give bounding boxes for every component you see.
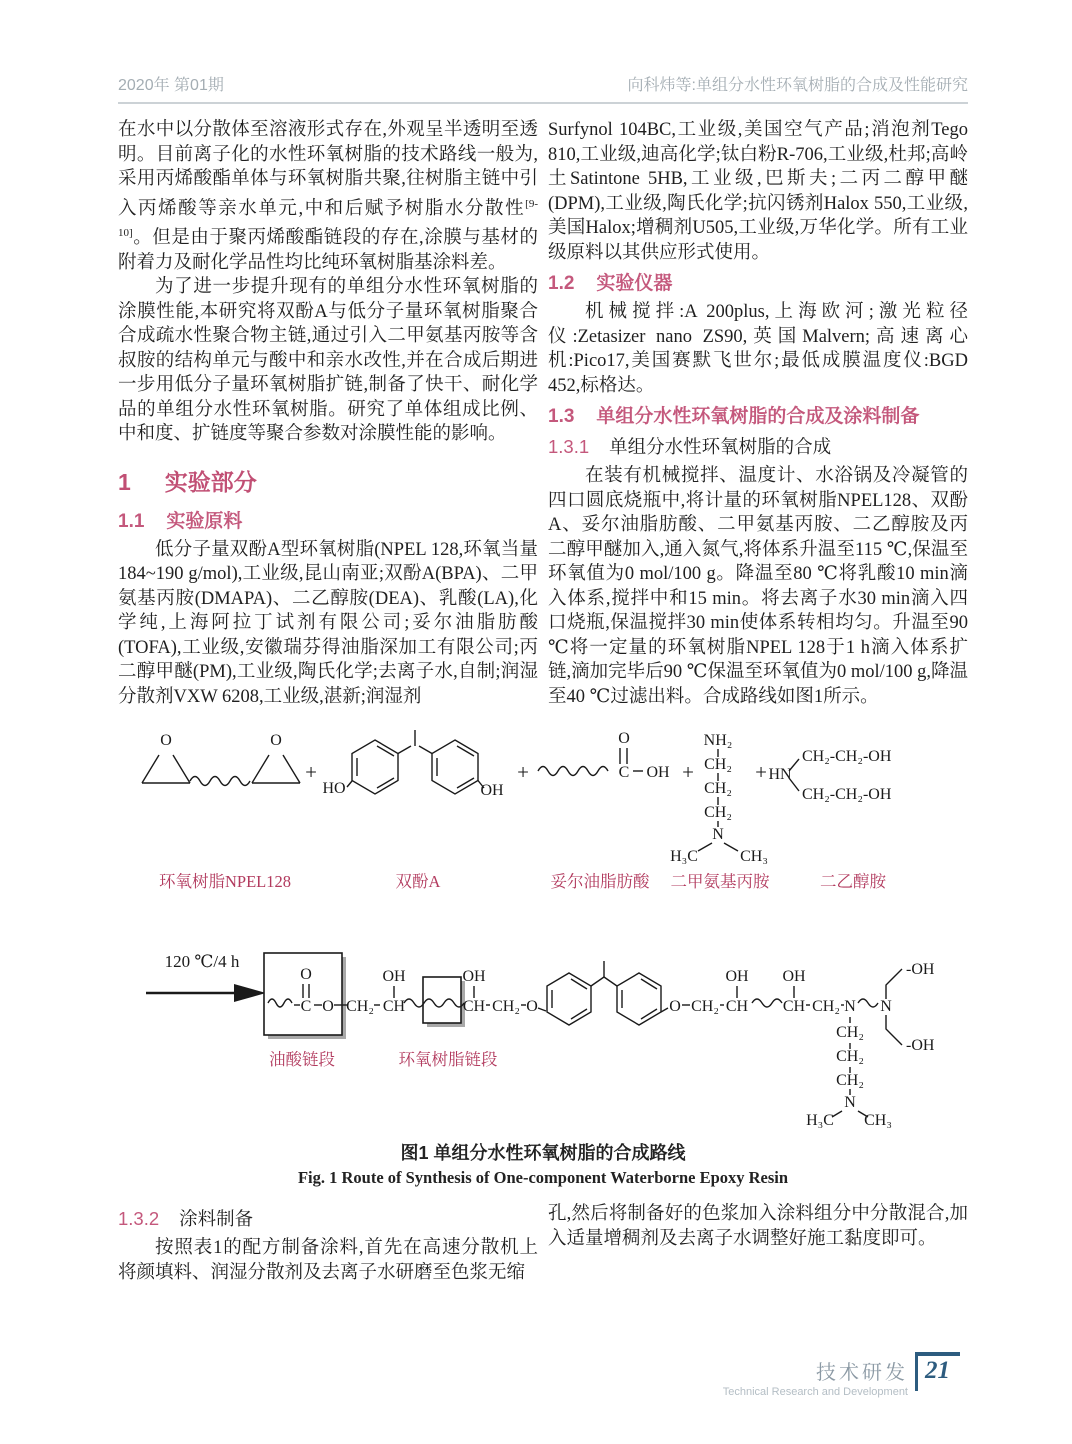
page-number: 21 xyxy=(925,1357,950,1384)
polymer-squiggle xyxy=(190,777,250,786)
atom-ch2: CH₂ xyxy=(812,998,840,1016)
atom-h3c: H₃C xyxy=(670,848,698,866)
section-1-1-heading xyxy=(118,506,538,533)
footer-label-zh: 技术研发 xyxy=(816,1362,908,1384)
atom-n: N xyxy=(844,1094,856,1112)
atom-ch: CH xyxy=(382,998,406,1016)
bond xyxy=(789,778,799,791)
ethanol-arm: CH₂-CH₂-OH xyxy=(802,748,892,766)
double-bond xyxy=(457,778,474,788)
atom-o: O xyxy=(300,966,312,984)
section-number: 1.3 xyxy=(548,406,575,427)
bond xyxy=(142,755,159,783)
citation-marker: [9-10] xyxy=(118,197,538,240)
atom-oh: OH xyxy=(480,782,504,800)
figure-caption-en: Fig. 1 Route of Synthesis of One-component Waterborne Epoxy Resin xyxy=(297,1168,789,1188)
double-bond xyxy=(377,746,394,756)
atom-o: O xyxy=(526,998,538,1016)
section-number: 1.3.2 xyxy=(118,1208,160,1230)
section-number: 1.2 xyxy=(548,273,575,294)
reaction-arrow-head xyxy=(234,984,266,1002)
label-dea: 二乙醇胺 xyxy=(820,872,886,892)
label-tofa: 妥尔油脂肪酸 xyxy=(550,872,650,892)
atom-n: N xyxy=(712,826,724,844)
bond xyxy=(661,1008,668,1012)
atom-ch: CH xyxy=(782,998,806,1016)
benzene-ring xyxy=(547,973,591,1025)
materials-paragraph-continued: Surfynol 104BC,工业级,美国空气产品;消泡剂Tego 810,工业级,迪高化学;钛白粉R-706,工业级,杜邦;高岭土Satintone 5HB,工业级,巴斯夫;二丙二醇甲醚(DPM),工业级,陶氏化学;抗闪锈剂Halox 550,工业级,美国Halox;增稠剂U505,工业级,万华化学。所有工业级原料以其供应形式使用。 xyxy=(548,120,968,263)
bond xyxy=(886,969,902,999)
atom-oh: OH xyxy=(725,968,749,986)
intro-paragraph-1 xyxy=(118,118,538,275)
bond xyxy=(252,755,269,783)
benzene-ring xyxy=(617,973,661,1025)
section-title: 实验原料 xyxy=(166,510,243,532)
atom-ho: HO xyxy=(322,780,346,798)
section-title: 涂料制备 xyxy=(179,1210,254,1231)
atom-ch: CH xyxy=(462,998,486,1016)
atom-n: N xyxy=(844,998,856,1016)
atom-ch3: CH₃ xyxy=(740,848,768,866)
section-title: 实验部分 xyxy=(164,468,257,495)
atom-o: O xyxy=(270,732,282,750)
synthesis-route-diagram xyxy=(118,715,968,1135)
atom-c: C xyxy=(618,764,630,782)
atom-ch2: CH₂ xyxy=(691,998,719,1016)
section-1-3-1-heading xyxy=(548,433,968,459)
atom-ch2: CH₂ xyxy=(704,804,732,822)
coating-prep-paragraph: 按照表1的配方制备涂料,首先在高速分散机上将颜填料、润湿分散剂及去离子水研磨至色浆无缩 xyxy=(118,1238,538,1283)
ethanol-arm: CH₂-CH₂-OH xyxy=(802,786,892,804)
bond xyxy=(724,843,738,851)
right-column-bottom xyxy=(548,1202,968,1285)
atom-oh: OH xyxy=(646,764,670,782)
plus-sign: + xyxy=(517,760,529,785)
atom-h3c: H₃C xyxy=(806,1112,834,1130)
section-title: 实验仪器 xyxy=(596,273,673,294)
atom-oh: OH xyxy=(782,968,806,986)
double-bond xyxy=(457,746,474,756)
figure-1 xyxy=(118,715,968,1188)
intro-p1-text: 在水中以分散体至溶液形式存在,外观呈半透明至透明。目前离子化的水性环氧树脂的技术路线一般为,采用丙烯酸酯单体与环氧树脂共聚,往树脂主链中引入丙烯酸等亲水单元,中和后赋予树脂水分散性 xyxy=(118,120,538,219)
atom-o: O xyxy=(618,730,630,748)
bond xyxy=(789,759,799,771)
atom-ch2: CH₂ xyxy=(836,1024,864,1042)
bond xyxy=(604,977,617,986)
double-bond xyxy=(571,1009,587,1019)
coating-prep-paragraph-continued: 孔,然后将制备好的色浆加入涂料组分中分散混合,加入适量增稠剂及去离子水调整好施工黏度即可。 xyxy=(548,1204,968,1249)
section-1-3-2-heading xyxy=(118,1205,538,1231)
atom-ch2: CH₂ xyxy=(704,756,732,774)
section-title: 单组分水性环氧树脂的合成及涂料制备 xyxy=(596,406,920,427)
page-content xyxy=(118,118,968,1285)
atom-oh: -OH xyxy=(906,1037,935,1055)
left-column-bottom xyxy=(118,1202,538,1285)
atom-ch3: CH₃ xyxy=(864,1112,892,1130)
bond xyxy=(698,843,712,851)
atom-oh: OH xyxy=(462,968,486,986)
plus-sign: + xyxy=(682,760,694,785)
double-bond xyxy=(641,979,657,989)
page-footer xyxy=(723,1352,960,1398)
reaction-condition: 120 ℃/4 h xyxy=(164,952,240,972)
atom-c: C xyxy=(300,998,312,1016)
atom-ch2: CH₂ xyxy=(492,998,520,1016)
left-column xyxy=(118,118,538,709)
atom-nh2: NH₂ xyxy=(703,732,733,750)
header-issue: 2020年 第01期 xyxy=(118,77,224,94)
atom-ch: CH xyxy=(725,998,749,1016)
double-bond xyxy=(641,1009,657,1019)
atom-n: N xyxy=(880,998,892,1016)
atom-ch2: CH₂ xyxy=(836,1072,864,1090)
atom-o: O xyxy=(322,998,334,1016)
intro-paragraph-2: 为了进一步提升现有的单组分水性环氧树脂的涂膜性能,本研究将双酚A与低分子量环氧树脂聚合合成疏水性聚合物主链,通过引入二甲氨基丙胺等含叔胺的结构单元与酸中和亲水改性,并在合成后期进一步用低分子量环氧树脂扩链,制备了快干、耐化学品的单组分水性环氧树脂。研究了单体组成比例、中和度、扩链度等聚合参数对涂膜性能的影响。 xyxy=(118,277,538,445)
figure-caption-zh: 图1 单组分水性环氧树脂的合成路线 xyxy=(400,1143,686,1164)
benzene-ring xyxy=(352,740,398,794)
squiggle xyxy=(858,999,878,1007)
bond xyxy=(347,781,352,787)
double-bond xyxy=(377,778,394,788)
plus-sign: + xyxy=(305,760,317,785)
atom-hn: HN xyxy=(768,766,792,784)
benzene-ring xyxy=(432,740,478,794)
section-1-2-heading xyxy=(548,268,968,295)
section-1-3-heading xyxy=(548,401,968,428)
section-number: 1.3.1 xyxy=(548,436,590,457)
synthesis-paragraph: 在装有机械搅拌、温度计、水浴锅及冷凝管的四口圆底烧瓶中,将计量的环氧树脂NPEL128、双酚A、妥尔油脂肪酸、二甲氨基丙胺、二乙醇胺及丙二醇甲醚加入,通入氮气,将体系升温至115 ℃,保温至环氧值为0 mol/100 g。降温至80 ℃将乳酸10 min滴入体系,搅拌中和15 min。将去离子水30 min滴入四口烧瓶,保温搅拌30 min使体系转相均匀。升温至90 ℃将一定量的环氧树脂NPEL 128于1 h滴入体系扩链,滴加完毕后90 ℃保温至环氧值为0 mol/100 g,降温至40 ℃过滤出料。合成路线如图1所示。 xyxy=(548,466,968,707)
double-bond xyxy=(571,979,587,989)
bond xyxy=(398,746,411,754)
plus-sign: + xyxy=(755,760,767,785)
fatty-chain-squiggle xyxy=(538,767,608,776)
instruments-paragraph: 机械搅拌:A 200plus,上海欧河;激光粒径仪:Zetasizer nano ZS90,英国Malvern;高速离心机:Pico17,美国赛默飞世尔;最低成膜温度仪:BGD 452,标格达。 xyxy=(548,302,968,396)
bond xyxy=(591,977,604,986)
footer-label-en: Technical Research and Development xyxy=(722,1386,908,1398)
upper-columns xyxy=(118,118,968,709)
atom-oh: -OH xyxy=(906,961,935,979)
squiggle xyxy=(752,999,782,1007)
label-epoxy-resin: 环氧树脂NPEL128 xyxy=(159,872,291,892)
page-number-box xyxy=(915,1352,960,1391)
label-oleic-segment: 油酸链段 xyxy=(269,1050,335,1070)
label-bisphenol-a: 双酚A xyxy=(395,872,441,892)
section-title: 单组分水性环氧树脂的合成 xyxy=(609,438,832,458)
bond xyxy=(283,755,300,783)
bond xyxy=(538,1008,546,1011)
atom-o: O xyxy=(669,998,681,1016)
section-number: 1.1 xyxy=(118,510,145,532)
atom-ch2: CH₂ xyxy=(836,1048,864,1066)
bond xyxy=(886,1015,902,1045)
lower-columns xyxy=(118,1202,968,1285)
right-column xyxy=(548,118,968,709)
materials-paragraph: 低分子量双酚A型环氧树脂(NPEL 128,环氧当量184~190 g/mol),工业级,昆山南亚;双酚A(BPA)、二甲氨基丙胺(DMAPA)、二乙醇胺(DEA)、乳酸(LA),化学纯,上海阿拉丁试剂有限公司;妥尔油脂肪酸(TOFA),工业级,安徽瑞芬得油脂深加工有限公司;丙二醇甲醚(PM),工业级,陶氏化学;去离子水,自制;润湿分散剂VXW 6208,工业级,湛新;润湿剂 xyxy=(118,539,538,707)
atom-ch2: CH₂ xyxy=(346,998,374,1016)
header-running-title: 向科炜等:单组分水性环氧树脂的合成及性能研究 xyxy=(627,77,968,94)
epoxy-segment-box xyxy=(423,977,461,1023)
label-dmapa: 二甲氨基丙胺 xyxy=(670,872,770,892)
label-epoxy-segment: 环氧树脂链段 xyxy=(398,1050,498,1070)
section-1-heading xyxy=(118,464,538,497)
atom-oh: OH xyxy=(382,968,406,986)
intro-p1-text-after: 。但是由于聚丙烯酸酯链段的存在,涂膜与基材的附着力及耐化学品性均比纯环氧树脂基涂料差。 xyxy=(118,228,538,273)
bond xyxy=(419,746,432,754)
page-header xyxy=(118,72,968,104)
bond xyxy=(173,755,190,783)
atom-o: O xyxy=(160,732,172,750)
footer-section-label xyxy=(723,1352,908,1398)
section-number: 1 xyxy=(118,468,131,495)
atom-ch2: CH₂ xyxy=(704,780,732,798)
